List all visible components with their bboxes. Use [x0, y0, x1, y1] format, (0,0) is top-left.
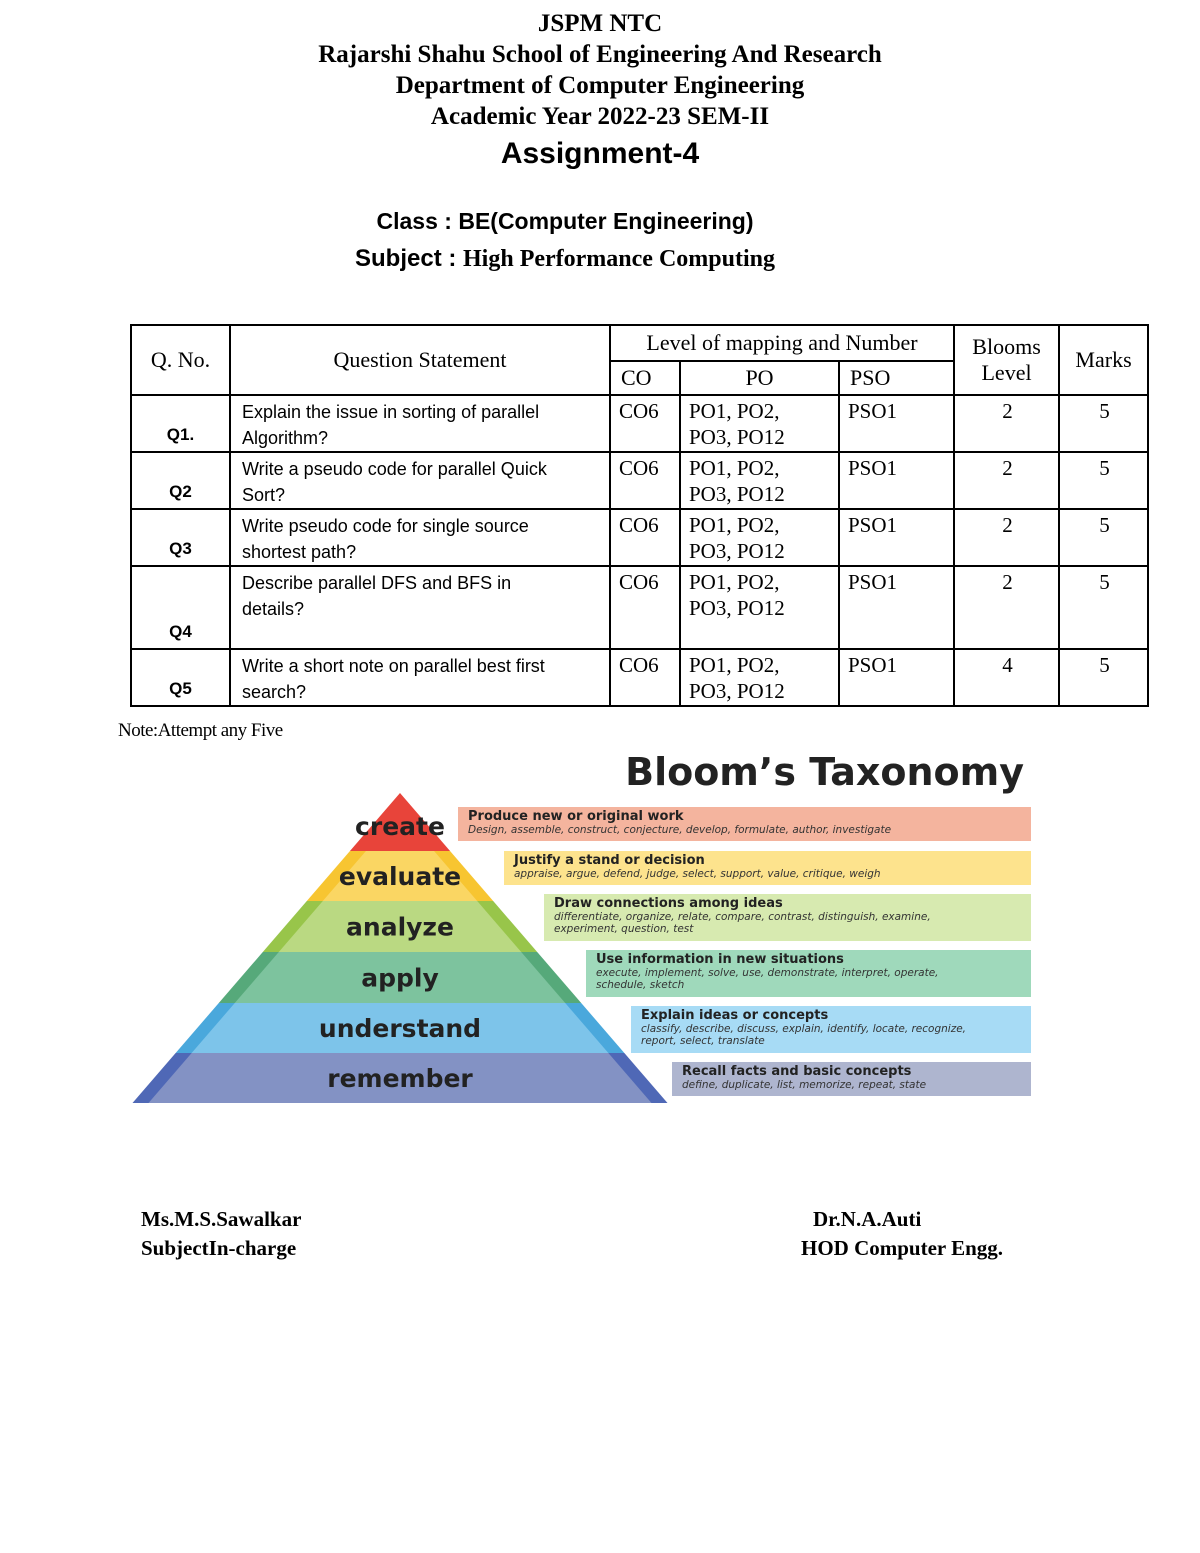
- description-verbs: execute, implement, solve, use, demonstrate, interpret, operate,: [596, 967, 939, 979]
- question-number: Q5: [131, 649, 230, 706]
- tier-label-understand: understand: [318, 1014, 482, 1043]
- subject-value: High Performance Computing: [463, 246, 775, 272]
- blooms-level-cell: 2: [954, 395, 1059, 452]
- description-verbs: classify, describe, discuss, explain, identify, locate, recognize,: [641, 1023, 967, 1035]
- po-cell: [680, 452, 839, 509]
- question-statement: [230, 395, 610, 452]
- po-line-2: PO3, PO12: [689, 679, 785, 703]
- table-row: [131, 509, 1148, 566]
- question-line-1: Write a pseudo code for parallel Quick: [242, 459, 547, 479]
- question-number: Q2: [131, 452, 230, 509]
- question-statement: [230, 452, 610, 509]
- pso-cell: PSO1: [839, 509, 954, 566]
- blooms-level-cell: 2: [954, 452, 1059, 509]
- tier-label-create: create: [355, 812, 445, 841]
- marks-cell: 5: [1059, 649, 1148, 706]
- table-body: [131, 395, 1148, 706]
- po-line-2: PO3, PO12: [689, 425, 785, 449]
- header-qno: Q. No.: [131, 325, 230, 395]
- blooms-level-cell: 2: [954, 566, 1059, 649]
- description-verbs-cont: experiment, question, test: [554, 923, 694, 935]
- header-marks: Marks: [1059, 325, 1148, 395]
- question-line-2: Sort?: [242, 485, 286, 505]
- po-cell: [680, 566, 839, 649]
- table-row: [131, 452, 1148, 509]
- header-po: PO: [680, 361, 839, 395]
- subject-line: [0, 245, 1130, 273]
- tier-label-analyze: analyze: [346, 912, 454, 942]
- description-verbs-cont: schedule, sketch: [596, 979, 685, 991]
- description-verbs: define, duplicate, list, memorize, repeat, state: [682, 1079, 927, 1091]
- question-statement: [230, 566, 610, 649]
- signature-left: [141, 1205, 301, 1263]
- question-line-1: Describe parallel DFS and BFS in: [242, 573, 512, 593]
- co-cell: CO6: [610, 509, 680, 566]
- table-header-row: [131, 325, 1148, 361]
- question-number: Q4: [131, 566, 230, 649]
- po-line-1: PO1, PO2,: [689, 456, 780, 480]
- pso-cell: PSO1: [839, 395, 954, 452]
- bloom-title: Bloom’s Taxonomy: [625, 750, 1024, 794]
- department-name: Department of Computer Engineering: [395, 72, 805, 99]
- description-heading: Produce new or original work: [468, 809, 684, 824]
- description-heading: Draw connections among ideas: [554, 896, 783, 911]
- header-pso: PSO: [839, 361, 954, 395]
- marks-cell: 5: [1059, 509, 1148, 566]
- po-line-2: PO3, PO12: [689, 482, 785, 506]
- table-row: [131, 566, 1148, 649]
- marks-cell: 5: [1059, 452, 1148, 509]
- subject-incharge-name: Ms.M.S.Sawalkar: [141, 1207, 302, 1231]
- po-line-1: PO1, PO2,: [689, 570, 780, 594]
- academic-year: Academic Year 2022-23 SEM-II: [430, 103, 770, 130]
- pso-cell: PSO1: [839, 452, 954, 509]
- header-statement: Question Statement: [230, 325, 610, 395]
- marks-cell: 5: [1059, 395, 1148, 452]
- question-line-2: details?: [242, 599, 305, 619]
- class-value: BE(Computer Engineering): [458, 208, 754, 234]
- co-cell: CO6: [610, 566, 680, 649]
- hod-name: Dr.N.A.Auti: [813, 1207, 922, 1231]
- po-cell: [680, 509, 839, 566]
- note-text: Note:Attempt any Five: [118, 720, 283, 741]
- tier-label-remember: remember: [327, 1064, 473, 1093]
- question-number: Q3: [131, 509, 230, 566]
- table-row: [131, 649, 1148, 706]
- description-heading: Explain ideas or concepts: [641, 1008, 829, 1023]
- tier-label-evaluate: evaluate: [338, 862, 462, 891]
- class-line: [0, 208, 1130, 235]
- question-line-1: Explain the issue in sorting of parallel: [242, 402, 540, 422]
- document-header: [0, 8, 1200, 174]
- subject-label: Subject :: [355, 245, 464, 272]
- signature-right: [801, 1205, 1003, 1263]
- description-verbs-cont: report, select, translate: [641, 1035, 765, 1047]
- blooms-taxonomy-figure: [120, 745, 1050, 1115]
- po-line-2: PO3, PO12: [689, 596, 785, 620]
- question-statement: [230, 649, 610, 706]
- subject-incharge-role: SubjectIn-charge: [141, 1236, 297, 1260]
- school-name: Rajarshi Shahu School of Engineering And Research: [318, 41, 882, 68]
- description-heading: Recall facts and basic concepts: [682, 1064, 912, 1079]
- question-line-2: Algorithm?: [242, 428, 329, 448]
- description-heading: Use information in new situations: [596, 952, 844, 967]
- co-cell: CO6: [610, 649, 680, 706]
- assignment-title: Assignment-4: [500, 137, 700, 170]
- question-line-1: Write pseudo code for single source: [242, 516, 529, 536]
- header-mapping: Level of mapping and Number: [610, 325, 954, 361]
- question-table: [130, 324, 1149, 707]
- pso-cell: PSO1: [839, 649, 954, 706]
- question-line-2: shortest path?: [242, 542, 357, 562]
- po-line-2: PO3, PO12: [689, 539, 785, 563]
- header-blooms: [954, 325, 1059, 395]
- marks-cell: 5: [1059, 566, 1148, 649]
- question-line-1: Write a short note on parallel best first: [242, 656, 545, 676]
- question-number: Q1.: [131, 395, 230, 452]
- po-line-1: PO1, PO2,: [689, 653, 780, 677]
- co-cell: CO6: [610, 452, 680, 509]
- class-label: Class :: [376, 208, 459, 234]
- header-co: CO: [610, 361, 680, 395]
- description-verbs: Design, assemble, construct, conjecture, develop, formulate, author, investigate: [468, 824, 892, 836]
- hod-role: HOD Computer Engg.: [801, 1236, 1004, 1260]
- org-name: JSPM NTC: [537, 10, 663, 37]
- co-cell: CO6: [610, 395, 680, 452]
- header-blooms-line1: Blooms: [972, 334, 1041, 359]
- table-row: [131, 395, 1148, 452]
- description-verbs: appraise, argue, defend, judge, select, support, value, critique, weigh: [514, 868, 881, 880]
- pso-cell: PSO1: [839, 566, 954, 649]
- po-line-1: PO1, PO2,: [689, 513, 780, 537]
- blooms-level-cell: 2: [954, 509, 1059, 566]
- po-cell: [680, 649, 839, 706]
- blooms-level-cell: 4: [954, 649, 1059, 706]
- question-statement: [230, 509, 610, 566]
- description-verbs: differentiate, organize, relate, compare, contrast, distinguish, examine,: [554, 911, 931, 923]
- header-blooms-line2: Level: [981, 360, 1032, 385]
- po-line-1: PO1, PO2,: [689, 399, 780, 423]
- description-heading: Justify a stand or decision: [514, 853, 705, 868]
- tier-label-apply: apply: [361, 963, 439, 993]
- question-line-2: search?: [242, 682, 307, 702]
- po-cell: [680, 395, 839, 452]
